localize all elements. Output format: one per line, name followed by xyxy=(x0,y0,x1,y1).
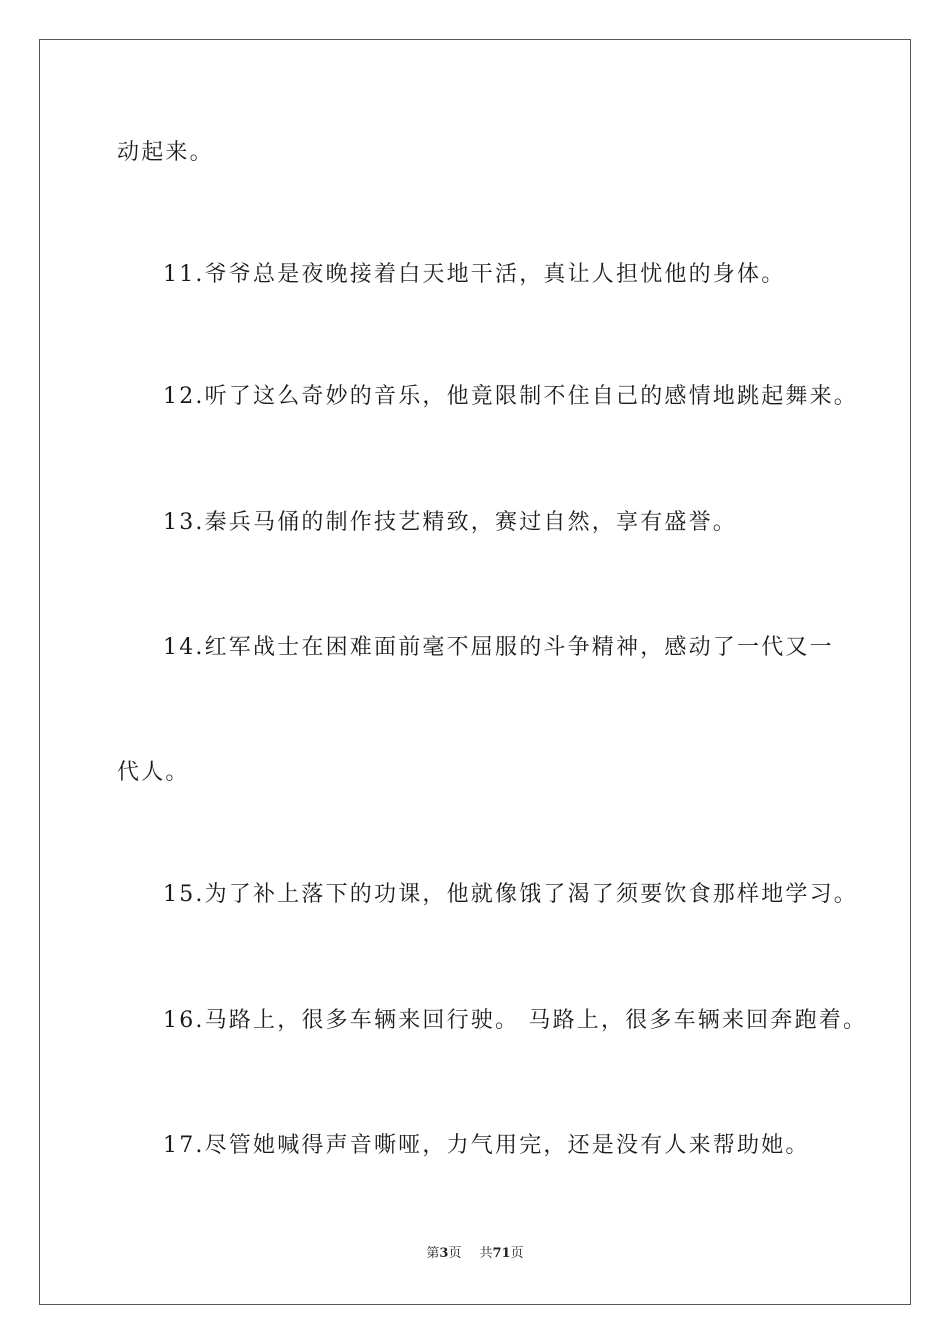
total-prefix: 共 xyxy=(479,1246,493,1261)
text-line: 代人。 xyxy=(117,760,190,785)
text-line: 12.听了这么奇妙的音乐，他竟限制不住自己的感情地跳起舞来。 xyxy=(163,384,858,409)
page-number: 3 xyxy=(439,1246,449,1261)
text-line: 13.秦兵马俑的制作技艺精致，赛过自然，享有盛誉。 xyxy=(163,510,737,535)
text-line: 17.尽管她喊得声音嘶哑，力气用完，还是没有人来帮助她。 xyxy=(163,1133,810,1158)
text-line: 11.爷爷总是夜晚接着白天地干活，真让人担忧他的身体。 xyxy=(163,262,786,287)
page-footer xyxy=(0,1245,950,1263)
text-line: 16.马路上，很多车辆来回行驶。 马路上，很多车辆来回奔跑着。 xyxy=(163,1008,868,1033)
text-line: 动起来。 xyxy=(117,140,214,165)
page-border xyxy=(39,39,911,1305)
total-suffix: 页 xyxy=(510,1246,524,1261)
page-prefix: 第 xyxy=(426,1246,440,1261)
text-line: 15.为了补上落下的功课，他就像饿了渴了须要饮食那样地学习。 xyxy=(163,882,858,907)
text-line: 14.红军战士在困难面前毫不屈服的斗争精神，感动了一代又一 xyxy=(163,635,834,660)
page-suffix: 页 xyxy=(448,1246,462,1261)
total-pages: 71 xyxy=(492,1246,511,1261)
